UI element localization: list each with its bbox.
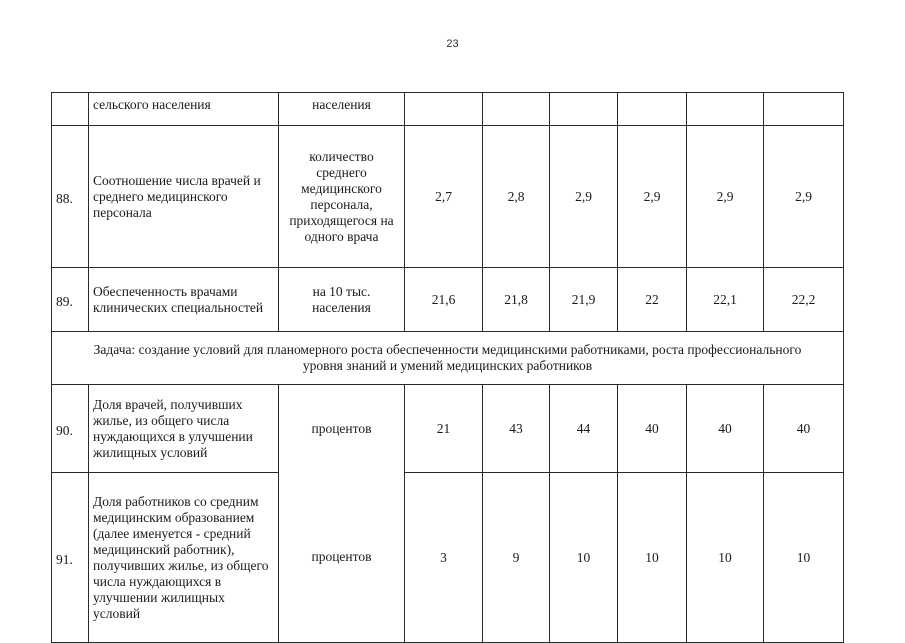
value-cell: 10 [550, 473, 618, 643]
value-cell [550, 93, 618, 126]
value-cell: 10 [687, 473, 764, 643]
value-cell: 2,9 [550, 126, 618, 268]
value-cell [764, 93, 844, 126]
value-cell: 21 [405, 385, 483, 473]
value-cell: 2,8 [483, 126, 550, 268]
indicator-name-cell: Соотношение числа врачей и среднего медицинского персонала [89, 126, 279, 268]
row-number-cell: 88. [52, 126, 89, 268]
table-row [52, 268, 844, 332]
table-row [52, 93, 844, 126]
unit-cell: процентов [279, 385, 405, 473]
value-cell: 21,6 [405, 268, 483, 332]
value-cell [483, 93, 550, 126]
value-cell [405, 93, 483, 126]
value-cell: 40 [618, 385, 687, 473]
value-cell: 2,9 [764, 126, 844, 268]
table-row [52, 126, 844, 268]
unit-cell: количество среднего медицинского персонала, приходящегося на одного врача [279, 126, 405, 268]
indicator-name-cell: сельского населения [89, 93, 279, 126]
value-cell: 22,1 [687, 268, 764, 332]
page-number: 23 [446, 38, 459, 50]
task-heading: Задача: создание условий для планомерного роста обеспеченности медицинскими работниками, роста профессионального уровня знаний и умений медицинских работников [52, 332, 844, 385]
row-number-cell: 90. [52, 385, 89, 473]
value-cell: 3 [405, 473, 483, 643]
indicators-table [51, 92, 844, 643]
value-cell: 2,9 [687, 126, 764, 268]
indicator-name-cell: Обеспеченность врачами клинических специальностей [89, 268, 279, 332]
value-cell [618, 93, 687, 126]
unit-cell: на 10 тыс. населения [279, 268, 405, 332]
value-cell: 22 [618, 268, 687, 332]
value-cell: 21,8 [483, 268, 550, 332]
row-number-cell: 89. [52, 268, 89, 332]
value-cell: 40 [764, 385, 844, 473]
value-cell: 9 [483, 473, 550, 643]
value-cell: 22,2 [764, 268, 844, 332]
value-cell: 2,9 [618, 126, 687, 268]
value-cell: 40 [687, 385, 764, 473]
value-cell [687, 93, 764, 126]
value-cell: 43 [483, 385, 550, 473]
row-number-cell: 91. [52, 473, 89, 643]
value-cell: 10 [764, 473, 844, 643]
value-cell: 10 [618, 473, 687, 643]
value-cell: 44 [550, 385, 618, 473]
row-number-cell [52, 93, 89, 126]
value-cell: 21,9 [550, 268, 618, 332]
unit-cell: процентов [279, 473, 405, 643]
indicator-name-cell: Доля врачей, получивших жилье, из общего числа нуждающихся в улучшении жилищных условий [89, 385, 279, 473]
unit-cell: населения [279, 93, 405, 126]
value-cell: 2,7 [405, 126, 483, 268]
table-row [52, 473, 844, 643]
task-row [52, 332, 844, 385]
indicator-name-cell: Доля работников со средним медицинским образованием (далее именуется - средний медицинский работник), получивших жилье, из общего числа нуждающихся в улучшении жилищных условий [89, 473, 279, 643]
table-row [52, 385, 844, 473]
